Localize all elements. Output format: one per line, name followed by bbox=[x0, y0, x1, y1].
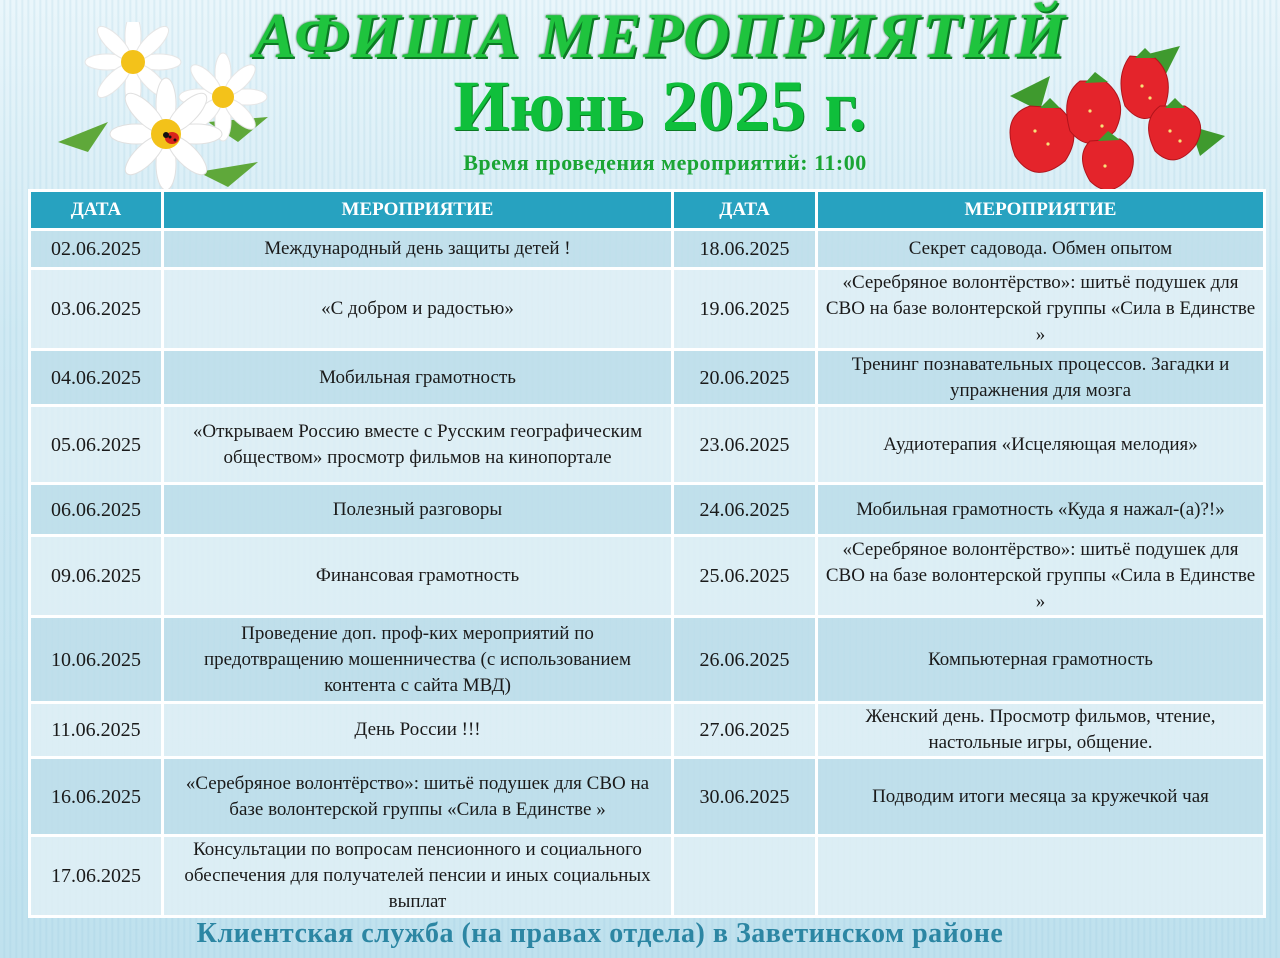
strawberry-1 bbox=[1010, 106, 1074, 172]
event-cell: Мобильная грамотность «Куда я нажал-(а)?!» bbox=[817, 484, 1265, 536]
date-cell: 11.06.2025 bbox=[30, 703, 163, 758]
poster-month: Июнь 2025 г. bbox=[453, 66, 867, 146]
event-cell: Женский день. Просмотр фильмов, чтение, настольные игры, общение. bbox=[817, 703, 1265, 758]
event-time-note: Время проведения мероприятий: 11:00 bbox=[463, 150, 867, 175]
table-row bbox=[30, 350, 1265, 406]
date-cell: 26.06.2025 bbox=[673, 617, 817, 703]
event-cell: Подводим итоги месяца за кружечкой чая bbox=[817, 758, 1265, 836]
column-header-date-1: ДАТА bbox=[30, 191, 163, 230]
date-cell: 04.06.2025 bbox=[30, 350, 163, 406]
event-cell: «Серебряное волонтёрство»: шитьё подушек для СВО на базе волонтерской группы «Сила в Единстве » bbox=[163, 758, 673, 836]
date-cell: 06.06.2025 bbox=[30, 484, 163, 536]
table-row bbox=[30, 406, 1265, 484]
date-cell: 24.06.2025 bbox=[673, 484, 817, 536]
date-cell: 02.06.2025 bbox=[30, 230, 163, 269]
event-cell: Мобильная грамотность bbox=[163, 350, 673, 406]
date-cell: 18.06.2025 bbox=[673, 230, 817, 269]
date-cell: 19.06.2025 bbox=[673, 269, 817, 350]
date-cell: 09.06.2025 bbox=[30, 536, 163, 617]
event-cell: Компьютерная грамотность bbox=[817, 617, 1265, 703]
date-cell: 27.06.2025 bbox=[673, 703, 817, 758]
table-row bbox=[30, 758, 1265, 836]
date-cell: 25.06.2025 bbox=[673, 536, 817, 617]
date-cell: 16.06.2025 bbox=[30, 758, 163, 836]
date-cell: 17.06.2025 bbox=[30, 836, 163, 917]
event-cell: «Серебряное волонтёрство»: шитьё подушек для СВО на базе волонтерской группы «Сила в Единстве » bbox=[817, 269, 1265, 350]
event-cell: Проведение доп. проф-ких мероприятий по предотвращению мошенничества (с использованием контента с сайта МВД) bbox=[163, 617, 673, 703]
events-table bbox=[28, 189, 1266, 918]
date-cell bbox=[673, 836, 817, 917]
event-cell: Аудиотерапия «Исцеляющая мелодия» bbox=[817, 406, 1265, 484]
event-cell: Международный день защиты детей ! bbox=[163, 230, 673, 269]
event-cell: Финансовая грамотность bbox=[163, 536, 673, 617]
column-header-date-2: ДАТА bbox=[673, 191, 817, 230]
table-row bbox=[30, 617, 1265, 703]
date-cell: 30.06.2025 bbox=[673, 758, 817, 836]
event-cell: «Серебряное волонтёрство»: шитьё подушек для СВО на базе волонтерской группы «Сила в Единстве » bbox=[817, 536, 1265, 617]
date-cell: 20.06.2025 bbox=[673, 350, 817, 406]
event-cell: «Открываем Россию вместе с Русским географическим обществом» просмотр фильмов на кинопортале bbox=[163, 406, 673, 484]
table-row bbox=[30, 484, 1265, 536]
organization-footer: Клиентская служба (на правах отдела) в Заветинском районе bbox=[196, 918, 1004, 949]
daisy-front bbox=[110, 78, 222, 190]
table-header-row bbox=[30, 191, 1265, 230]
event-cell: День России !!! bbox=[163, 703, 673, 758]
table-row bbox=[30, 230, 1265, 269]
table-row bbox=[30, 703, 1265, 758]
event-cell: Полезный разговоры bbox=[163, 484, 673, 536]
date-cell: 03.06.2025 bbox=[30, 269, 163, 350]
strawberry-4 bbox=[1149, 106, 1201, 160]
date-cell: 10.06.2025 bbox=[30, 617, 163, 703]
table-row bbox=[30, 836, 1265, 917]
column-header-event-1: МЕРОПРИЯТИЕ bbox=[163, 191, 673, 230]
strawberry-2 bbox=[1067, 81, 1121, 144]
event-cell: Секрет садовода. Обмен опытом bbox=[817, 230, 1265, 269]
event-cell: «С добром и радостью» bbox=[163, 269, 673, 350]
event-cell: Тренинг познавательных процессов. Загадки и упражнения для мозга bbox=[817, 350, 1265, 406]
date-cell: 23.06.2025 bbox=[673, 406, 817, 484]
strawberry-5 bbox=[1083, 139, 1134, 190]
table-row bbox=[30, 269, 1265, 350]
event-cell bbox=[817, 836, 1265, 917]
event-cell: Консультации по вопросам пенсионного и социального обеспечения для получателей пенсии и иных социальных выплат bbox=[163, 836, 673, 917]
table-row bbox=[30, 536, 1265, 617]
column-header-event-2: МЕРОПРИЯТИЕ bbox=[817, 191, 1265, 230]
date-cell: 05.06.2025 bbox=[30, 406, 163, 484]
poster-title: АФИША МЕРОПРИЯТИЙ bbox=[253, 0, 1067, 71]
